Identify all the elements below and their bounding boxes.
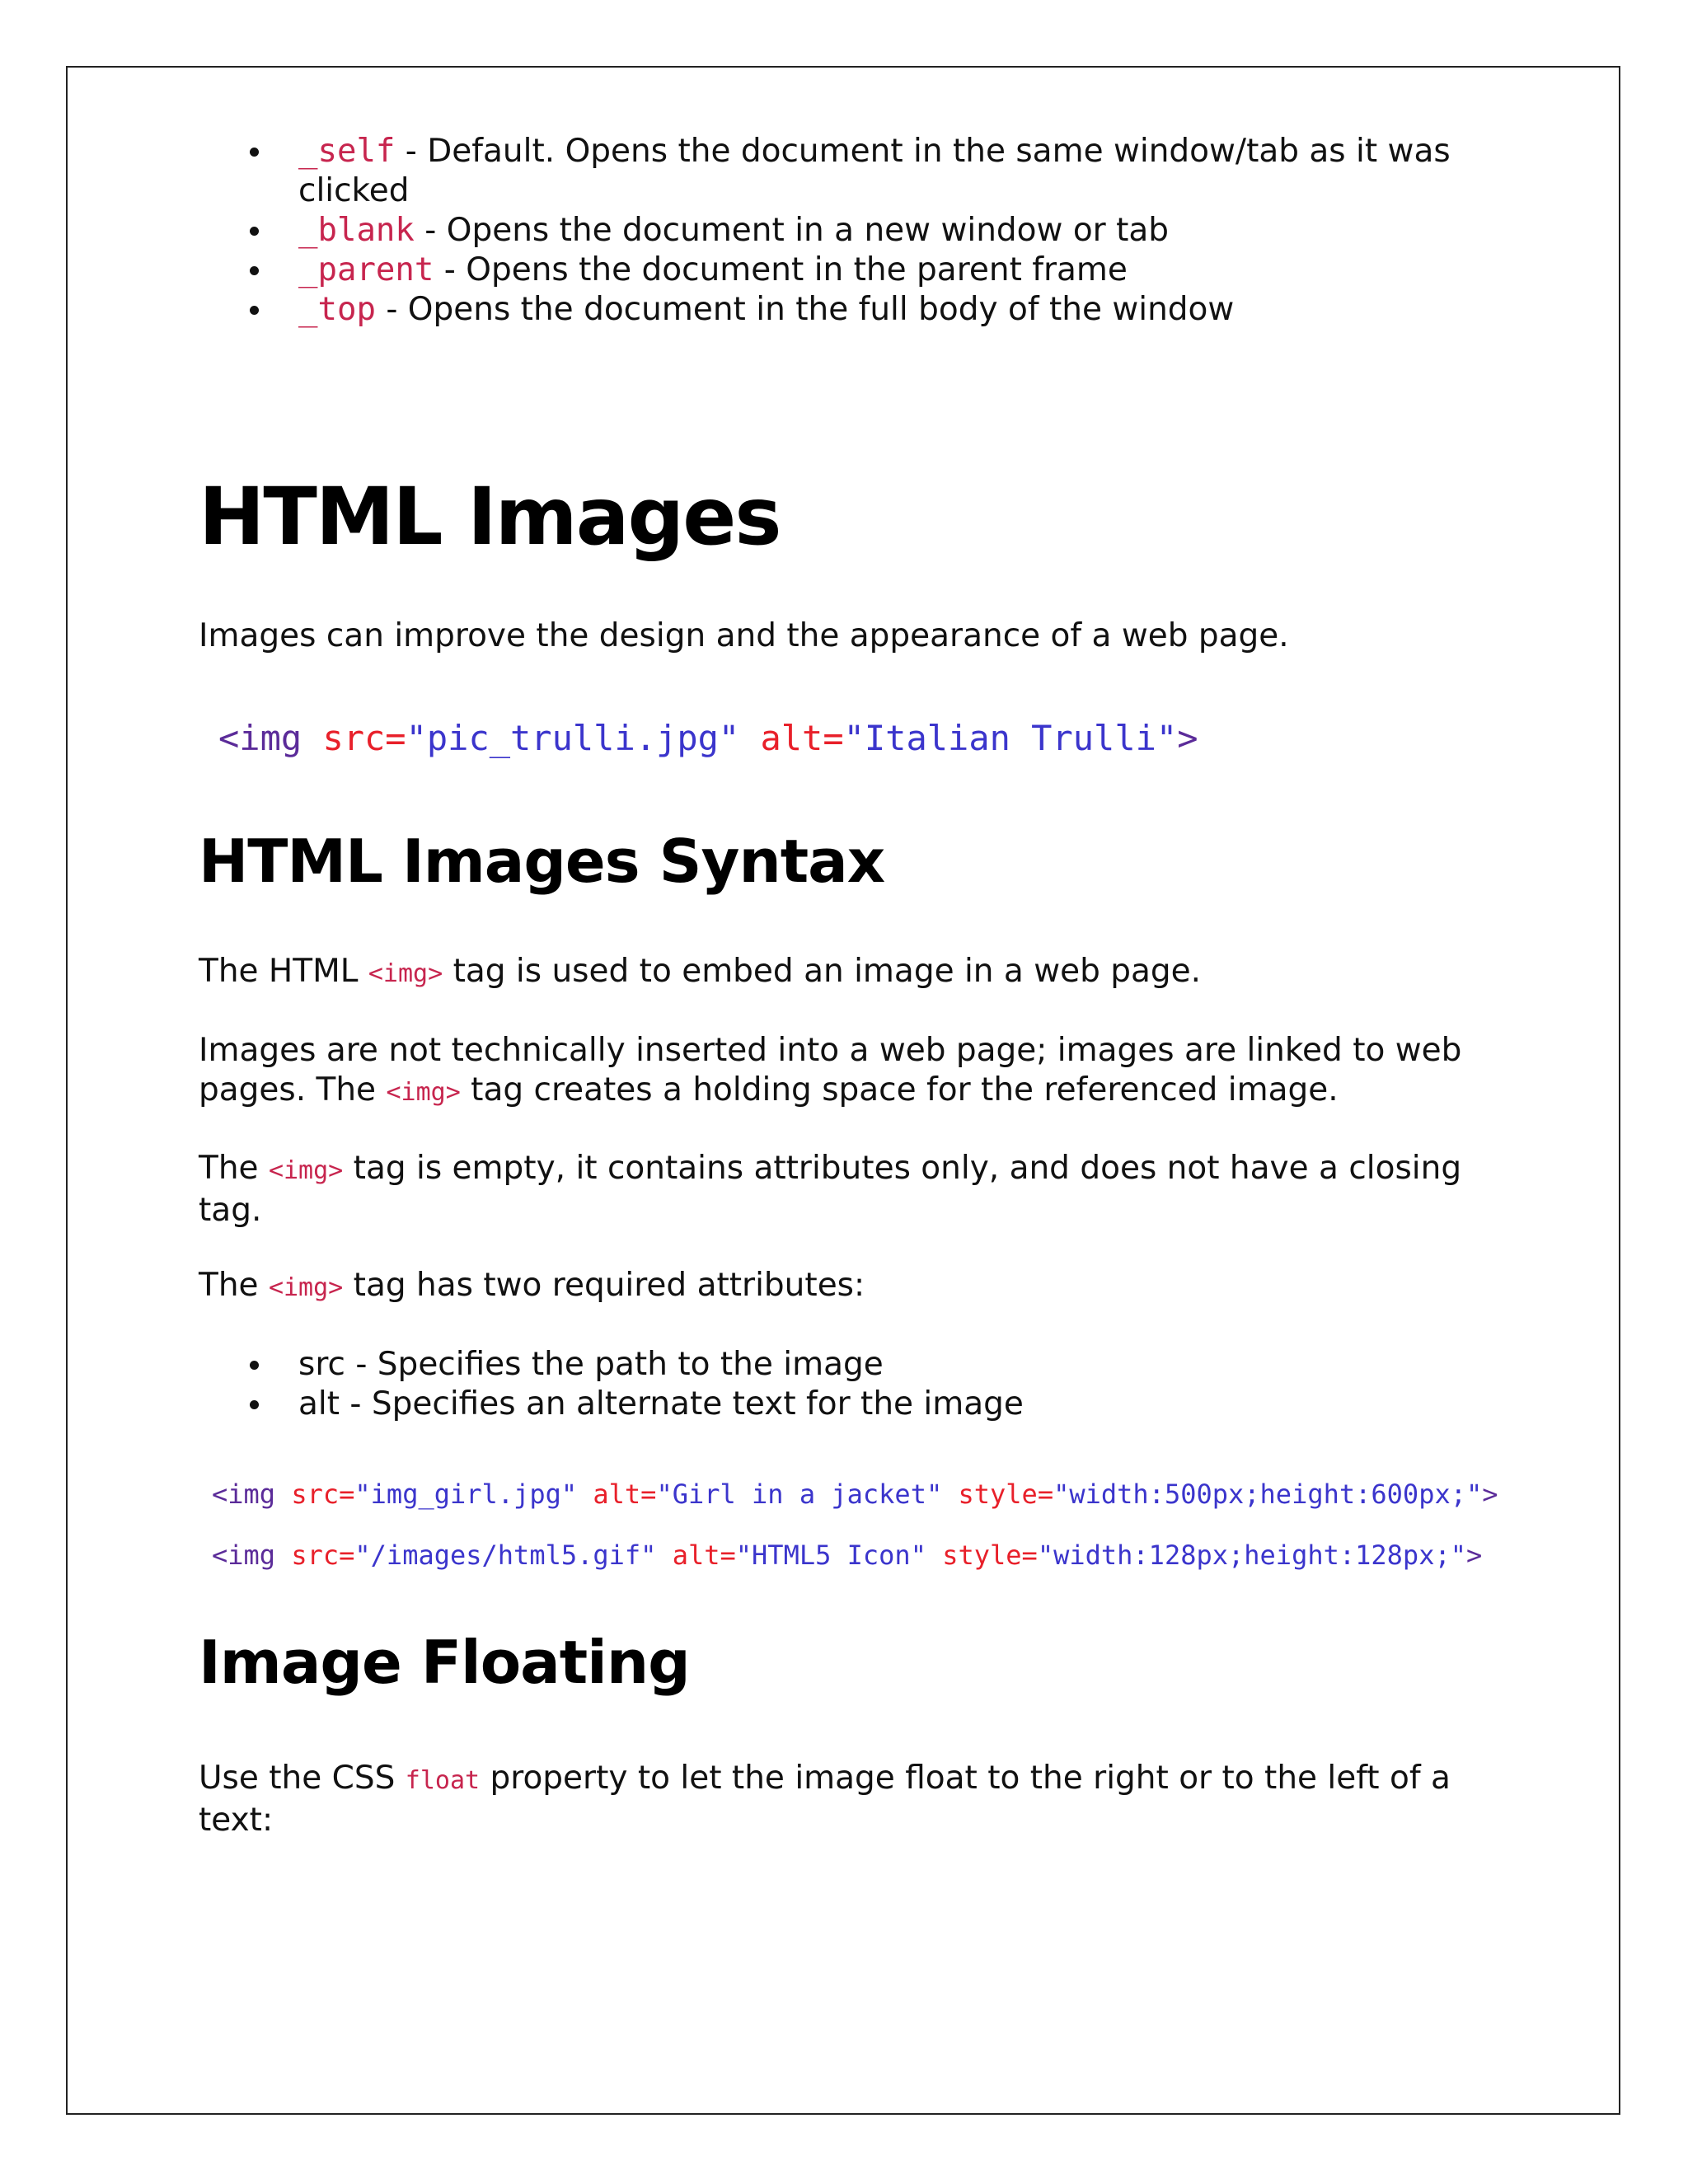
section-heading-image-floating: Image Floating [199,1628,690,1697]
inline-code: <img> [268,1156,344,1185]
paragraph-required-attributes: The <img> tag has two required attributes: [199,1267,865,1304]
target-values-list [199,132,1451,330]
paragraph-float: Use the CSS float property to let the image float to the right or to the left of a text: [199,1760,1451,1839]
bullet-icon [250,266,259,275]
bullet-icon [250,227,259,236]
bullet-icon [250,1361,259,1370]
code-example-trulli: <img src="pic_trulli.jpg" alt="Italian Trulli"> [218,718,1198,758]
list-item-text: - Opens the document in the full body of the window [375,291,1235,328]
intro-paragraph: Images can improve the design and the appearance of a web page. [199,617,1289,654]
paragraph-img-tag: The HTML <img> tag is used to embed an image in a web page. [199,953,1202,990]
bullet-icon [250,1400,259,1409]
inline-code: _parent [298,251,434,288]
list-item-text: - Opens the document in the parent frame [434,251,1128,288]
section-heading-html-images: HTML Images [199,471,781,563]
list-item-text: - Default. Opens the document in the same window/tab as it was [395,133,1451,170]
list-item-text: clicked [298,172,410,209]
bullet-icon [250,148,259,157]
list-item-text: - Opens the document in a new window or tab [414,212,1170,249]
code-example-html5-icon: <img src="/images/html5.gif" alt="HTML5 Icon" style="width:128px;height:128px;"> [212,1540,1483,1571]
paragraph-empty-tag: The <img> tag is empty, it contains attributes only, and does not have a closing tag. [199,1150,1462,1229]
list-item [199,211,1451,251]
inline-code: <img> [386,1078,461,1107]
inline-code: <img> [268,1273,344,1302]
inline-code: _top [298,291,376,328]
bullet-icon [250,306,259,315]
list-item: src - Specifies the path to the image [199,1345,1024,1385]
inline-code: _self [298,133,396,170]
list-item-continuation [199,171,1451,211]
list-item [199,132,1451,171]
paragraph-linked-images: Images are not technically inserted into a web page; images are linked to web pages. The <img> tag creates a holding space for the referenced image. [199,1032,1462,1108]
inline-code: <img> [368,959,443,988]
section-heading-images-syntax: HTML Images Syntax [199,827,885,896]
inline-code: _blank [298,212,415,249]
required-attributes-list [199,1345,1024,1424]
list-item: alt - Specifies an alternate text for the image [199,1385,1024,1424]
list-item [199,251,1451,290]
inline-code: float [405,1766,481,1795]
list-item [199,290,1451,330]
code-example-girl: <img src="img_girl.jpg" alt="Girl in a jacket" style="width:500px;height:600px;"> [212,1479,1498,1510]
